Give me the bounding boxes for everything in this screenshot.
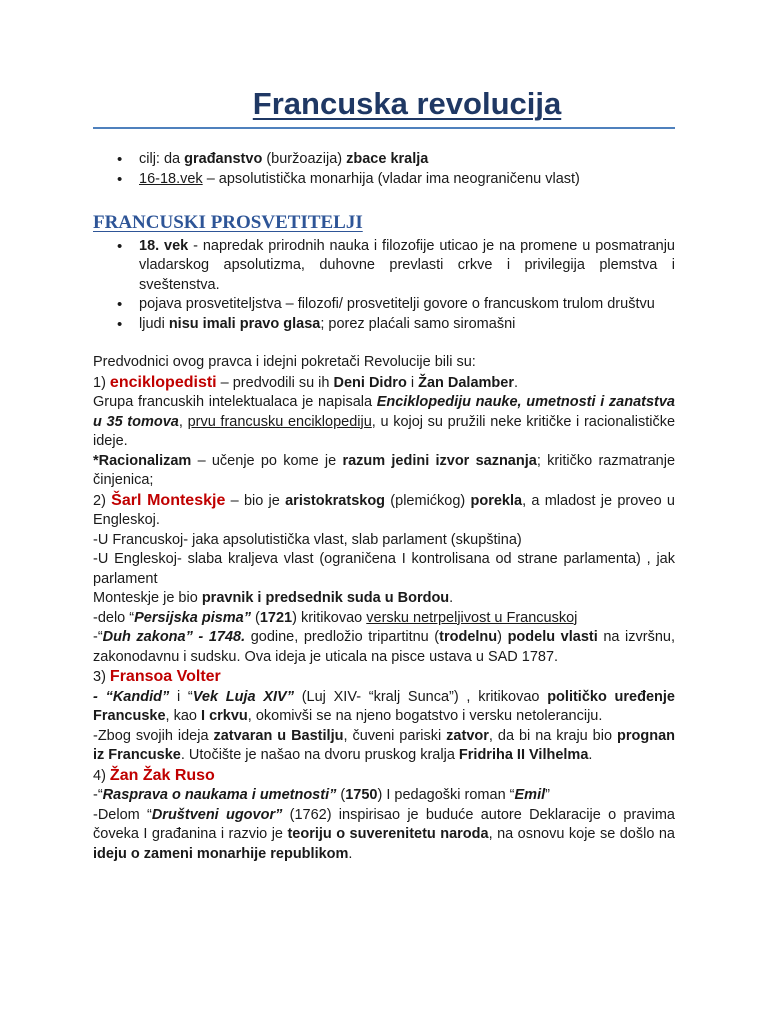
bold-run: zbace kralja [346,151,429,167]
intro-bullet-period [139,170,675,190]
item-rousseau [93,766,675,787]
text-run: ; porez plaćali samo siromašni [320,315,516,332]
title-underline-rule [93,127,675,129]
bullet-voting-rights [139,315,675,335]
text-run: – bio je [225,492,286,509]
bold-run: podelu vlasti [507,629,598,645]
bold-run: 1750 [345,787,378,803]
text-run: -“ [93,787,103,803]
text-run: . [449,590,454,606]
item-montesquieu [93,491,675,531]
text-run: Grupa francuskih intelektualaca je napisala [93,394,377,410]
text-run: -Zbog svojih ideja [93,727,214,744]
bold-run: trodelnu [439,629,498,645]
bold-italic-run: - “Kandid” [93,688,170,705]
bold-italic-run: Persijska pisma” [134,609,251,626]
paragraph-persian-letters [93,609,675,629]
bold-run: zatvaran u Bastilju [213,727,344,744]
bold-run: zatvor [446,727,489,744]
bullet-18th-century [139,237,675,296]
bold-italic-run: Rasprava o naukama i umetnosti” [102,787,337,803]
text-run: ( [251,609,260,626]
text-run: -delo “ [93,609,135,626]
text-run: ) [497,629,508,645]
person-name: Fransoa Volter [109,668,221,685]
text-run: , u kojoj su pružili neke kritičke i racionalističke ideje. [93,413,676,449]
bold-run: *Racionalizam [93,452,192,469]
bold-run: 18. vek [139,237,189,254]
bold-run: političko uređenje Francuske [93,688,675,724]
text-run: Monteskje je bio [93,590,202,606]
text-run: , na osnovu koje se došlo na [488,826,675,842]
lead-paragraph: Predvodnici ovog pravca i idejni pokretači Revolucije bili su: [93,354,476,370]
bold-run: nisu imali pravo glasa [168,315,321,332]
item-encyclopedists [93,373,675,394]
bold-italic-run: Vek Luja XIV” [192,688,294,705]
paragraph-candide [93,688,675,727]
section-heading: FRANCUSKI PROSVETITELJI [93,212,363,233]
document-body [93,150,675,864]
text-run: na izvršnu, zakonodavnu i sudsku. Ova ideja je uticala na pisce ustava u SAD 1787. [93,629,675,665]
person-name: enciklopedisti [109,373,217,391]
intro-list [93,150,675,189]
text-run: godine, predložio tripartitnu ( [245,629,440,645]
item-number: 2) [93,492,112,509]
bold-italic-run: Duh zakona” - 1748. [102,629,246,645]
text-run: , kao [165,708,202,724]
person-name: Šarl Monteskje [111,491,226,509]
text-run: i [406,374,419,391]
bold-run: I crkvu [201,708,248,724]
section-bullet-list [93,237,675,335]
bullet-enlightenment: • pojava prosvetiteljstva – filozofi/ prosvetitelji govore o francuskom trulom društvu [139,295,675,315]
text-run: cilj: da [139,151,185,167]
text-run: ” [545,787,550,803]
item-number: 1) [93,374,110,391]
bold-run: 1721 [259,609,293,626]
paragraph-spirit-of-laws [93,628,675,667]
text-run: ) kritikovao [292,609,367,626]
text-run: (Luj XIV- “kralj Sunca”) , kritikovao [293,688,548,705]
text-run: (buržoazija) [262,151,347,167]
paragraph-social-contract [93,806,675,865]
underlined-run: versku netrpeljivost u Francuskoj [366,609,578,626]
bold-run: pravnik i predsednik suda u Bordou [201,590,450,606]
text-run: ljudi [139,315,169,332]
item-number: 4) [93,767,110,784]
bold-run: Deni Didro [333,374,407,391]
text-run: (plemićkog) [385,492,471,509]
text-run: . Utočište je našao na dvoru pruskog kralja [180,747,459,763]
paragraph-england: -U Engleskoj- slaba kraljeva vlast (ograničena I kontrolisana od strane parlamenta) , jak parlament [93,551,675,587]
bold-run: građanstvo [184,151,263,167]
text-run: , [178,413,188,430]
bold-run: porekla [470,492,523,509]
bold-run: Žan Dalamber [418,374,514,391]
spacer [93,334,675,353]
text-run: , da bi na kraju bio [488,727,617,744]
text-run: . [588,747,593,763]
bold-italic-run: Društveni ugovor” [151,806,283,823]
text-run: – učenje po kome je [191,452,343,469]
underlined-run: 16-18.vek [139,170,203,187]
bold-run: aristokratskog [285,492,386,509]
paragraph-bastille [93,727,675,766]
bold-run: ideju o zameni monarhije republikom [93,845,349,862]
text-run: , a mladost je proveo u Engleskoj. [93,492,675,528]
text-run: (1762) inspirisao je buduće autore Deklaracije o pravima čoveka I građanina i razvio je [93,806,675,842]
text-run: ) I pedagoški roman “ [377,787,515,803]
text-run: ( [336,787,346,803]
bold-run: razum jedini izvor saznanja [342,452,537,469]
text-run: i “ [169,688,193,705]
bold-run: Fridriha II Vilhelma [458,747,589,763]
text-run: – apsolutistička monarhija (vladar ima neograničenu vlast) [202,170,580,187]
bold-run: prognan iz Francuske [93,727,675,763]
paragraph-discourse [93,786,675,806]
item-voltaire [93,667,675,688]
paragraph-encyclopedia [93,393,675,452]
bold-run: teoriju o suverenitetu naroda [287,826,489,842]
paragraph-rationalism [93,452,675,491]
text-run: . [348,845,353,862]
text-run: -Delom “ [93,806,152,823]
text-run: , čuveni pariski [343,727,447,744]
text-run: ; kritičko razmatranje činjenica; [93,452,676,488]
text-run: – predvodili su ih [216,374,334,391]
person-name: Žan Žak Ruso [109,766,215,784]
intro-bullet-goal [139,150,675,170]
text-run: -“ [93,629,103,645]
paragraph-lawyer [93,589,675,609]
paragraph-france: -U Francuskoj- jaka apsolutistička vlast, slab parlament (skupština) [93,531,522,548]
text-run: - napredak prirodnih nauka i filozofije uticao je na promene u posmatranju vladarskog apsolutizma, duhovne prevlasti crkve i privilegija plemstva i sveštenstva. [139,237,675,293]
document-title: Francuska revolucija [252,86,562,121]
item-number: 3) [93,669,110,685]
underlined-run: prvu francusku enciklopediju [187,413,372,430]
bold-italic-run: Emil [514,787,546,803]
bold-italic-run: Enciklopediju nauke, umetnosti i zanatstva u 35 tomova [93,394,675,430]
text-run: , okomivši se na njeno bogatstvo i versku netoleranciju. [247,708,603,724]
text-run: . [514,374,519,391]
